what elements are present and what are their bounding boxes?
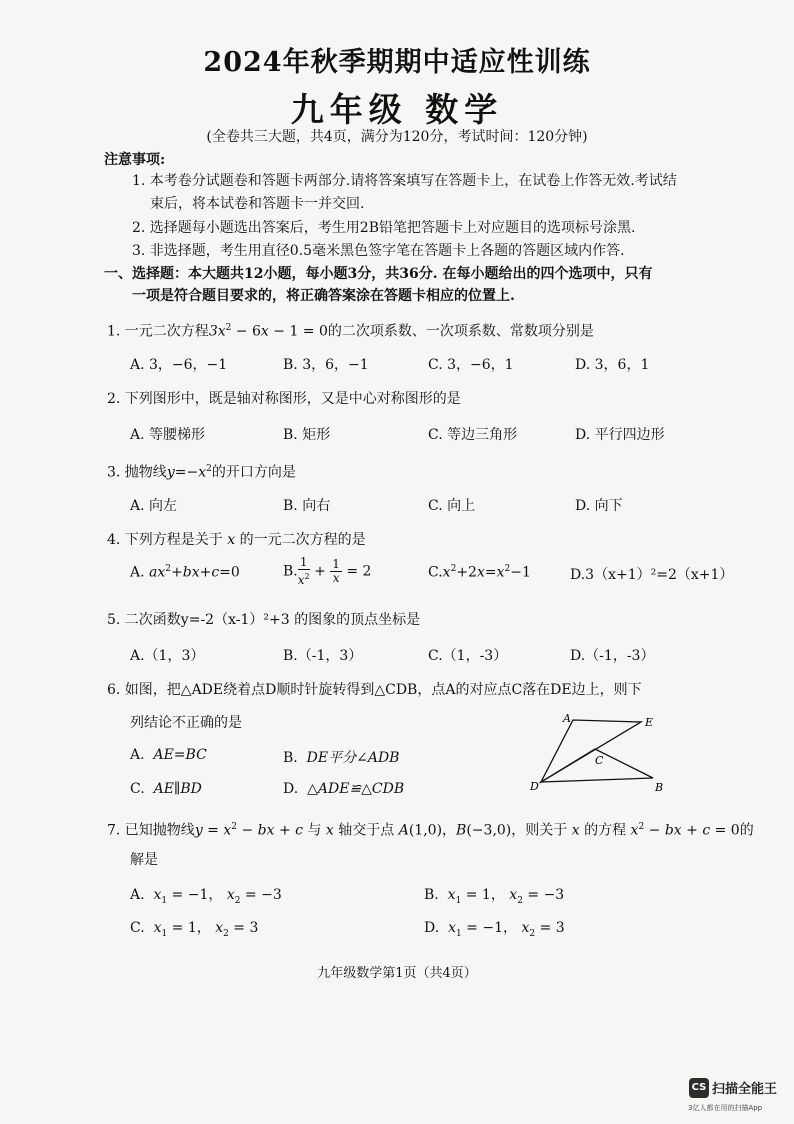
section1-heading: 一、选择题：本大题共12小题，每小题3分，共36分. 在每小题给出的四个选项中，只有 xyxy=(104,266,653,282)
q2-option-a: A. 等腰梯形 xyxy=(130,427,206,443)
q4-option-d: D.3（x+1）²=2（x+1） xyxy=(570,567,734,583)
q7-option-c: C. $x_1 = 1$， $x_2 = 3$ xyxy=(130,920,259,939)
q5-option-c: C.（1，-3） xyxy=(428,648,508,664)
q2-option-b: B. 矩形 xyxy=(283,427,331,443)
label-point-d: D xyxy=(530,780,539,793)
camscanner-tagline: 3亿人都在用的扫描App xyxy=(688,1104,763,1112)
q7-stem-cont: 解是 xyxy=(130,852,158,868)
label-point-e: E xyxy=(645,716,654,729)
camscanner-name: 扫描全能王 xyxy=(712,1082,778,1097)
q1-stem: 1. 一元二次方程$3x^2 - 6x - 1 = 0$的二次项系数、一次项系数、常数项分别是 xyxy=(107,323,594,340)
q5-option-a: A.（1，3） xyxy=(130,648,205,664)
q4-option-c: $C.x^2+2x=x^2-1$ xyxy=(428,564,531,581)
page-footer: 九年级数学第1页（共4页） xyxy=(317,966,477,981)
q7-option-d: D. $x_1 = -1$， $x_2 = 3$ xyxy=(424,920,565,939)
q3-option-c: C. 向上 xyxy=(428,498,476,514)
notice-item-1-cont: 束后，将本试卷和答题卡一并交回. xyxy=(150,196,365,212)
q4-option-a: A. $ax^2+bx+c=0$ xyxy=(130,564,240,581)
q5-option-d: D.（-1，-3） xyxy=(570,648,655,664)
q1-option-d: D. 3，6，1 xyxy=(575,357,650,373)
q3-option-a: A. 向左 xyxy=(130,498,178,514)
q6-option-d: D. △ADE≌△CDB xyxy=(283,781,405,797)
q3-option-b: B. 向右 xyxy=(283,498,331,514)
q7-option-b: B. $x_1 = 1$， $x_2 = -3$ xyxy=(424,887,565,906)
section1-heading-cont: 一项是符合题目要求的，将正确答案涂在答题卡相应的位置上. xyxy=(132,288,515,304)
q5-option-b: B.（-1，3） xyxy=(283,648,363,664)
notice-item-1: 1. 本考卷分试题卷和答题卡两部分.请将答案填写在答题卡上，在试卷上作答无效.考试结 xyxy=(132,173,677,189)
camscanner-logo: CS xyxy=(689,1078,709,1098)
q2-option-d: D. 平行四边形 xyxy=(575,427,665,443)
q1-option-b: B. 3，6，−1 xyxy=(283,357,369,373)
exam-subject: 九年级 数学 xyxy=(290,90,504,129)
q6-stem-cont: 列结论不正确的是 xyxy=(130,715,242,731)
q2-option-c: C. 等边三角形 xyxy=(428,427,518,443)
q6-option-c: C. AE∥BD xyxy=(130,781,202,797)
q4-stem: 4. 下列方程是关于 x 的一元二次方程的是 xyxy=(107,532,366,548)
q6-triangle-figure xyxy=(525,708,675,798)
q3-stem: 3. 抛物线$y=-x^2$的开口方向是 xyxy=(107,464,296,481)
q4-option-b: B. $\frac{1}{x^2}$ + $\frac{1}{x}$ = 2 xyxy=(283,555,372,587)
q3-option-d: D. 向下 xyxy=(575,498,623,514)
q6-option-b: B. DE平分∠ADB xyxy=(283,750,400,766)
label-point-a: A xyxy=(563,712,571,725)
q7-option-a: A. $x_1 = -1$， $x_2 = -3$ xyxy=(130,887,282,906)
exam-title: 2024年秋季期期中适应性训练 xyxy=(203,47,591,78)
notice-heading: 注意事项: xyxy=(104,152,166,168)
notice-item-3: 3. 非选择题，考生用直径0.5毫米黑色签字笔在答题卡上各题的答题区域内作答. xyxy=(132,243,625,259)
label-point-c: C xyxy=(595,754,604,767)
q5-stem: 5. 二次函数y=-2（x-1）²+3 的图象的顶点坐标是 xyxy=(107,612,421,628)
notice-item-2: 2. 选择题每小题选出答案后，考生用2B铅笔把答题卡上对应题目的选项标号涂黑. xyxy=(132,220,636,236)
q6-option-a: A. AE=BC xyxy=(130,747,207,763)
label-point-b: B xyxy=(655,781,664,794)
q7-stem: 7. 已知抛物线$y = x^2$ − bx + c 与 x 轴交于点 A(1,0)，B(−3,0)，则关于 x 的方程 $x^2$ − bx + c = 0的 xyxy=(107,822,754,839)
q1-option-c: C. 3，−6，1 xyxy=(428,357,514,373)
q1-option-a: A. 3，−6，−1 xyxy=(130,357,228,373)
q6-stem: 6. 如图，把△ADE绕着点D顺时针旋转得到△CDB，点A的对应点C落在DE边上，则下 xyxy=(107,682,642,698)
exam-subtitle: (全卷共三大题，共4页，满分为120分，考试时间：120分钟) xyxy=(206,129,588,145)
q2-stem: 2. 下列图形中，既是轴对称图形，又是中心对称图形的是 xyxy=(107,391,461,407)
